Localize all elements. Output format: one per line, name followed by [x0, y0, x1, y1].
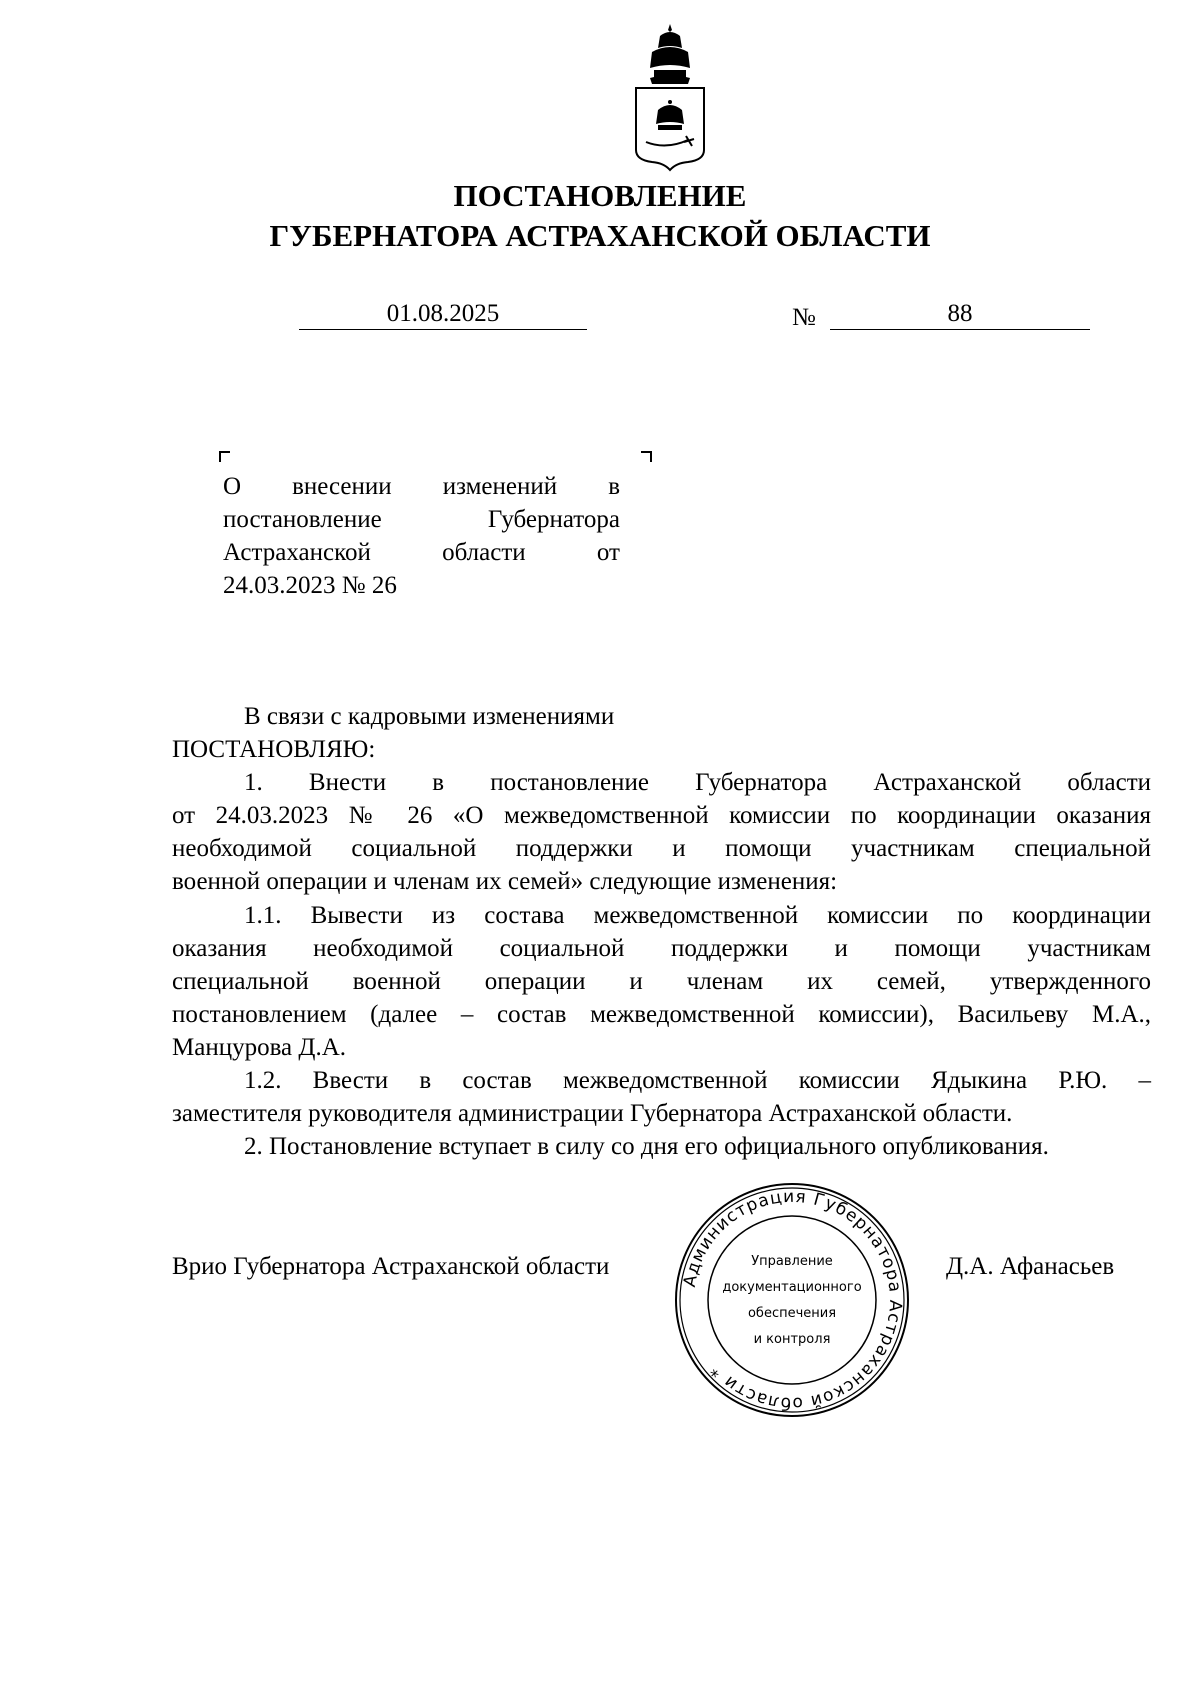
- number-underline: [830, 329, 1090, 330]
- subject-line: 24.03.2023 № 26: [223, 572, 397, 599]
- subject-line: Астраханской области от: [223, 539, 620, 566]
- paragraph-line: Манцурова Д.А.: [172, 1034, 347, 1061]
- subject-line: О внесении изменений в: [223, 473, 620, 500]
- subject-corner-left: [219, 451, 230, 462]
- paragraph-line: 1.2. Ввести в состав межведомственной комиссии Ядыкина Р.Ю. –: [244, 1067, 1151, 1094]
- paragraph-1: [172, 766, 1151, 898]
- paragraph-line: военной операции и членам их семей» следующие изменения:: [172, 868, 838, 895]
- issuer-title: ГУБЕРНАТОРА АСТРАХАНСКОЙ ОБЛАСТИ: [269, 218, 931, 253]
- paragraph-line: заместителя руководителя администрации Губернатора Астраханской области.: [172, 1100, 1013, 1127]
- coat-of-arms-emblem: [630, 22, 710, 172]
- paragraph-line: 1. Внести в постановление Губернатора Астраханской области: [244, 769, 1151, 796]
- stamp-center-line: обеспечения: [747, 1306, 837, 1321]
- paragraph-line: 2. Постановление вступает в силу со дня его официального опубликования.: [244, 1133, 1049, 1160]
- paragraph-line: необходимой социальной поддержки и помощи участникам специальной: [172, 835, 1151, 862]
- paragraph-line: постановлением (далее – состав межведомственной комиссии), Васильеву М.А.,: [172, 1001, 1151, 1028]
- date-underline: [299, 329, 587, 330]
- preamble: [172, 700, 1151, 733]
- paragraph-1-1: [172, 899, 1151, 1064]
- paragraph-line: 1.1. Вывести из состава межведомственной комиссии по координации: [244, 902, 1151, 929]
- document-subject: [223, 470, 620, 602]
- preamble-text: В связи с кадровыми изменениями: [244, 703, 615, 730]
- subject-line: постановление Губернатора: [223, 506, 620, 533]
- paragraph-2: [172, 1130, 1151, 1163]
- paragraph-line: специальной военной операции и членам их семей, утвержденного: [172, 968, 1151, 995]
- number-sign: №: [792, 304, 816, 331]
- document-number: 88: [947, 300, 973, 327]
- decree-word: [172, 733, 1151, 766]
- stamp-center-line: и контроля: [753, 1332, 831, 1347]
- signer-name: Д.А. Афанасьев: [946, 1253, 1115, 1280]
- decree-word-text: ПОСТАНОВЛЯЮ:: [172, 736, 376, 763]
- document-title: ПОСТАНОВЛЕНИЕ: [453, 178, 747, 213]
- signer-position: Врио Губернатора Астраханской области: [172, 1253, 610, 1280]
- stamp-center-line: Управление: [751, 1254, 833, 1269]
- paragraph-line: оказания необходимой социальной поддержки и помощи участникам: [172, 935, 1151, 962]
- stamp-ring-text: Администрация Губернатора Астраханской области *: [679, 1186, 906, 1414]
- document-date: 01.08.2025: [386, 300, 500, 327]
- subject-corner-right: [641, 451, 652, 462]
- official-stamp: [672, 1180, 912, 1420]
- paragraph-1-2: [172, 1064, 1151, 1130]
- stamp-center-line: документационного: [722, 1280, 862, 1295]
- paragraph-line: от 24.03.2023 № 26 «О межведомственной комиссии по координации оказания: [172, 802, 1151, 829]
